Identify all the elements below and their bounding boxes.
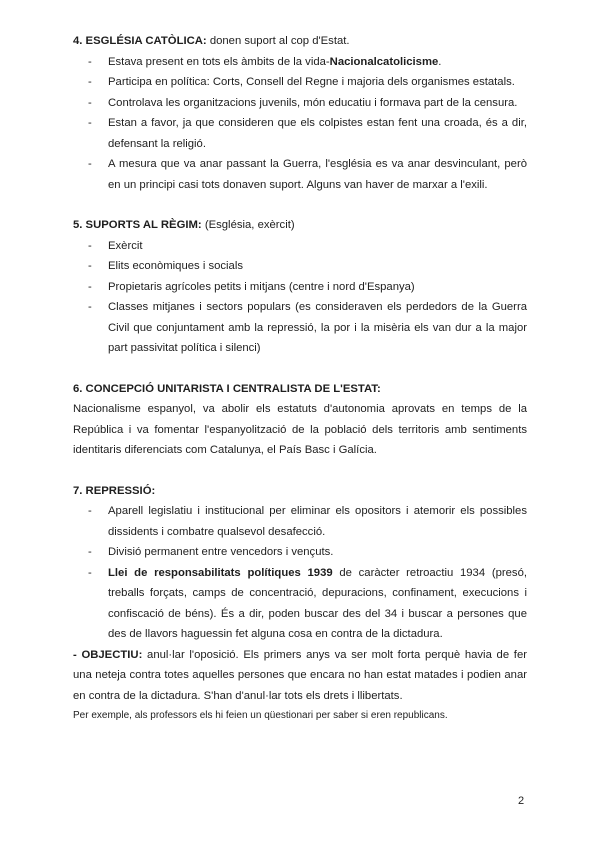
page-number: 2 [518, 795, 525, 807]
section-repressio [73, 481, 527, 727]
section-5-heading [73, 215, 527, 236]
list-item-text: . [438, 55, 442, 68]
list-item: - Propietaris agrícoles petits i mitjans (centre i nord d'Espanya) [73, 277, 527, 298]
section-6-body: Nacionalisme espanyol, va abolir els estatuts d'autonomia aprovats en temps de la República i va fomentar l'espanyolització de la població dels territoris amb sentiments identitaris diferenciats com Catalunya, el País Basc i Galícia. [73, 403, 527, 456]
section-concepcio [73, 379, 527, 461]
list-item: - Divisió permanent entre vencedors i vençuts. [73, 542, 527, 563]
document-page [73, 31, 527, 726]
section-6-title: 6. CONCEPCIÓ UNITARISTA I CENTRALISTA DE L'ESTAT: [73, 382, 381, 395]
list-item: - Aparell legislatiu i institucional per eliminar els opositors i atemorir els possibles dissidents i combatre qualsevol desafecció. [73, 501, 527, 542]
list-item: - Classes mitjanes i sectors populars (es consideraven els perdedors de la Guerra Civil que conjuntament amb la repressió, la por i la misèria els van dur a la major part passivitat política i silenci) [73, 297, 527, 359]
section-5-title-rest: (Església, exèrcit) [201, 219, 295, 231]
list-item: - Elits econòmiques i socials [73, 256, 527, 277]
example-note: Per exemple, als professors els hi feien un qüestionari per saber si eren republicans. [73, 710, 448, 721]
list-item [73, 563, 527, 645]
list-item: - Participa en política: Corts, Consell del Regne i majoria dels organismes estatals. [73, 72, 527, 93]
list-item: - Controlava les organitzacions juvenils, món educatiu i formava part de la censura. [73, 93, 527, 114]
section-4-heading [73, 31, 527, 52]
section-7-title: 7. REPRESSIÓ: [73, 484, 156, 497]
list-item-bold: Nacionalcatolicisme [329, 55, 439, 68]
section-esglesia [73, 31, 527, 195]
objective-paragraph [73, 645, 527, 707]
list-item: - A mesura que va anar passant la Guerra, l'església es va anar desvinculant, però en un principi casi tots donaven suport. Alguns van haver de marxar a l'exili. [73, 154, 527, 195]
list-item: - Estan a favor, ja que consideren que els colpistes estan fent una croada, és a dir, defensant la religió. [73, 113, 527, 154]
objective-text: anul·lar l'oposició. Els primers anys va ser molt forta perquè havia de fer una neteja contra totes aquelles persones que encara no han estat matades i podien anar en contra de la dictadura. S'han d'anul·lar tots els drets i llibertats. [73, 648, 527, 702]
section-4-title-rest: donen suport al cop d'Estat. [206, 35, 350, 47]
section-7-list [73, 501, 527, 645]
section-5-title: 5. SUPORTS AL RÈGIM: [73, 219, 202, 231]
objective-label: - OBJECTIU: [73, 648, 143, 661]
section-5-list [73, 236, 527, 359]
list-item: - Exèrcit [73, 236, 527, 257]
section-suports [73, 215, 527, 359]
list-item [73, 52, 527, 73]
section-4-list [73, 52, 527, 196]
list-item-text: Estava present en tots els àmbits de la vida- [108, 55, 330, 68]
section-4-title: 4. ESGLÉSIA CATÒLICA: [73, 35, 207, 47]
list-item-text: de caràcter retroactiu 1934 (presó, treballs forçats, camps de concentració, depuracions, confinament, execucions i confiscació de béns). És a dir, poden buscar des del 34 i buscar a persones que des de llavors haguessin fet alguna cosa en contra de la dictadura. [108, 566, 527, 640]
list-item-bold: Llei de responsabilitats polítiques 1939 [108, 566, 333, 579]
